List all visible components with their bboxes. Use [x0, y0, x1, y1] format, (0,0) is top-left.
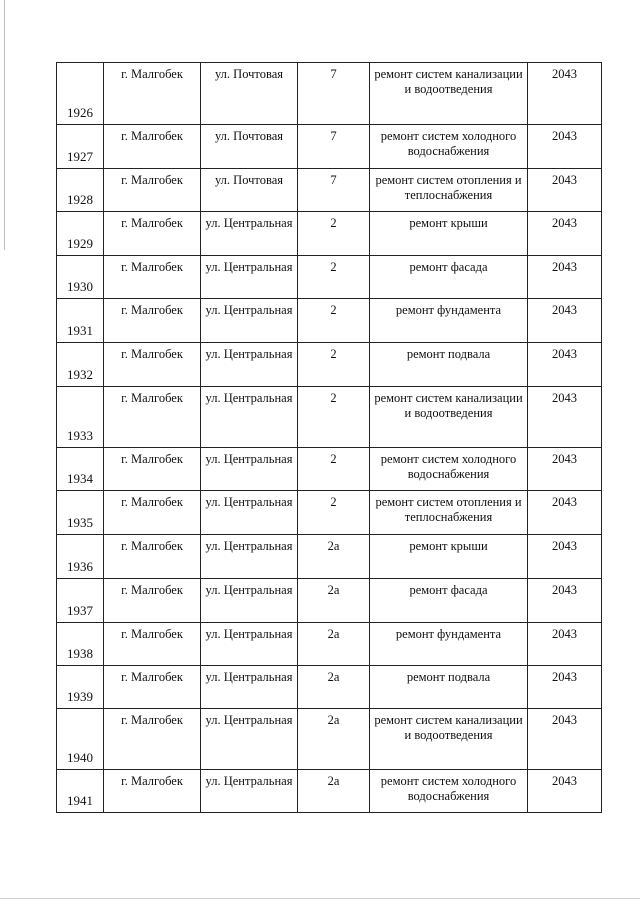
work-type-cell: ремонт систем холодного водоснабжения — [370, 770, 528, 813]
city-cell: г. Малгобек — [104, 299, 201, 343]
city-cell: г. Малгобек — [104, 448, 201, 491]
street-cell: ул. Почтовая — [201, 125, 298, 169]
work-type-cell: ремонт систем канализации и водоотведения — [370, 387, 528, 448]
house-cell: 2 — [298, 343, 370, 387]
year-cell: 2043 — [528, 666, 602, 709]
work-type-cell: ремонт крыши — [370, 535, 528, 579]
year-cell: 2043 — [528, 579, 602, 623]
work-type-cell: ремонт систем канализации и водоотведения — [370, 63, 528, 125]
table-row — [57, 299, 602, 343]
table-row — [57, 169, 602, 212]
table-row — [57, 535, 602, 579]
city-cell: г. Малгобек — [104, 666, 201, 709]
house-cell: 2а — [298, 666, 370, 709]
row-number: 1938 — [57, 623, 104, 666]
street-cell: ул. Центральная — [201, 448, 298, 491]
work-type-cell: ремонт подвала — [370, 666, 528, 709]
year-cell: 2043 — [528, 387, 602, 448]
city-cell: г. Малгобек — [104, 709, 201, 770]
city-cell: г. Малгобек — [104, 535, 201, 579]
repair-schedule-table — [56, 62, 602, 813]
row-number: 1937 — [57, 579, 104, 623]
page-bottom-line — [0, 898, 640, 899]
year-cell: 2043 — [528, 448, 602, 491]
year-cell: 2043 — [528, 256, 602, 299]
street-cell: ул. Центральная — [201, 256, 298, 299]
row-number: 1936 — [57, 535, 104, 579]
work-type-cell: ремонт фасада — [370, 256, 528, 299]
row-number: 1933 — [57, 387, 104, 448]
year-cell: 2043 — [528, 709, 602, 770]
year-cell: 2043 — [528, 343, 602, 387]
table-row — [57, 579, 602, 623]
city-cell: г. Малгобек — [104, 212, 201, 256]
house-cell: 2а — [298, 535, 370, 579]
work-type-cell: ремонт подвала — [370, 343, 528, 387]
city-cell: г. Малгобек — [104, 343, 201, 387]
work-type-cell: ремонт фасада — [370, 579, 528, 623]
year-cell: 2043 — [528, 299, 602, 343]
city-cell: г. Малгобек — [104, 125, 201, 169]
row-number: 1939 — [57, 666, 104, 709]
house-cell: 2 — [298, 387, 370, 448]
city-cell: г. Малгобек — [104, 623, 201, 666]
street-cell: ул. Почтовая — [201, 63, 298, 125]
year-cell: 2043 — [528, 169, 602, 212]
table-row — [57, 212, 602, 256]
house-cell: 2а — [298, 709, 370, 770]
house-cell: 2 — [298, 212, 370, 256]
table-row — [57, 387, 602, 448]
work-type-cell: ремонт систем отопления и теплоснабжения — [370, 491, 528, 535]
street-cell: ул. Центральная — [201, 299, 298, 343]
row-number: 1928 — [57, 169, 104, 212]
house-cell: 2а — [298, 579, 370, 623]
table-row — [57, 709, 602, 770]
table-row — [57, 125, 602, 169]
table-row — [57, 770, 602, 813]
row-number: 1930 — [57, 256, 104, 299]
house-cell: 2а — [298, 770, 370, 813]
city-cell: г. Малгобек — [104, 491, 201, 535]
work-type-cell: ремонт систем холодного водоснабжения — [370, 125, 528, 169]
row-number: 1934 — [57, 448, 104, 491]
work-type-cell: ремонт систем холодного водоснабжения — [370, 448, 528, 491]
house-cell: 2 — [298, 299, 370, 343]
row-number: 1932 — [57, 343, 104, 387]
city-cell: г. Малгобек — [104, 169, 201, 212]
work-type-cell: ремонт фундамента — [370, 299, 528, 343]
work-type-cell: ремонт фундамента — [370, 623, 528, 666]
table-row — [57, 256, 602, 299]
street-cell: ул. Центральная — [201, 770, 298, 813]
year-cell: 2043 — [528, 770, 602, 813]
street-cell: ул. Центральная — [201, 623, 298, 666]
table-row — [57, 491, 602, 535]
city-cell: г. Малгобек — [104, 256, 201, 299]
city-cell: г. Малгобек — [104, 770, 201, 813]
house-cell: 7 — [298, 125, 370, 169]
work-type-cell: ремонт крыши — [370, 212, 528, 256]
street-cell: ул. Центральная — [201, 666, 298, 709]
house-cell: 2а — [298, 623, 370, 666]
street-cell: ул. Центральная — [201, 709, 298, 770]
row-number: 1929 — [57, 212, 104, 256]
row-number: 1926 — [57, 63, 104, 125]
city-cell: г. Малгобек — [104, 63, 201, 125]
street-cell: ул. Центральная — [201, 579, 298, 623]
street-cell: ул. Центральная — [201, 535, 298, 579]
street-cell: ул. Центральная — [201, 387, 298, 448]
table-row — [57, 63, 602, 125]
street-cell: ул. Центральная — [201, 343, 298, 387]
work-type-cell: ремонт систем канализации и водоотведения — [370, 709, 528, 770]
row-number: 1935 — [57, 491, 104, 535]
year-cell: 2043 — [528, 491, 602, 535]
table-row — [57, 448, 602, 491]
house-cell: 2 — [298, 256, 370, 299]
page-edge-line — [4, 0, 5, 250]
row-number: 1940 — [57, 709, 104, 770]
street-cell: ул. Почтовая — [201, 169, 298, 212]
house-cell: 7 — [298, 63, 370, 125]
street-cell: ул. Центральная — [201, 491, 298, 535]
work-type-cell: ремонт систем отопления и теплоснабжения — [370, 169, 528, 212]
row-number: 1927 — [57, 125, 104, 169]
year-cell: 2043 — [528, 623, 602, 666]
row-number: 1931 — [57, 299, 104, 343]
house-cell: 2 — [298, 448, 370, 491]
table-body — [57, 63, 602, 813]
row-number: 1941 — [57, 770, 104, 813]
year-cell: 2043 — [528, 535, 602, 579]
table-row — [57, 666, 602, 709]
table-row — [57, 343, 602, 387]
street-cell: ул. Центральная — [201, 212, 298, 256]
year-cell: 2043 — [528, 63, 602, 125]
year-cell: 2043 — [528, 212, 602, 256]
year-cell: 2043 — [528, 125, 602, 169]
city-cell: г. Малгобек — [104, 579, 201, 623]
house-cell: 2 — [298, 491, 370, 535]
city-cell: г. Малгобек — [104, 387, 201, 448]
house-cell: 7 — [298, 169, 370, 212]
table-row — [57, 623, 602, 666]
